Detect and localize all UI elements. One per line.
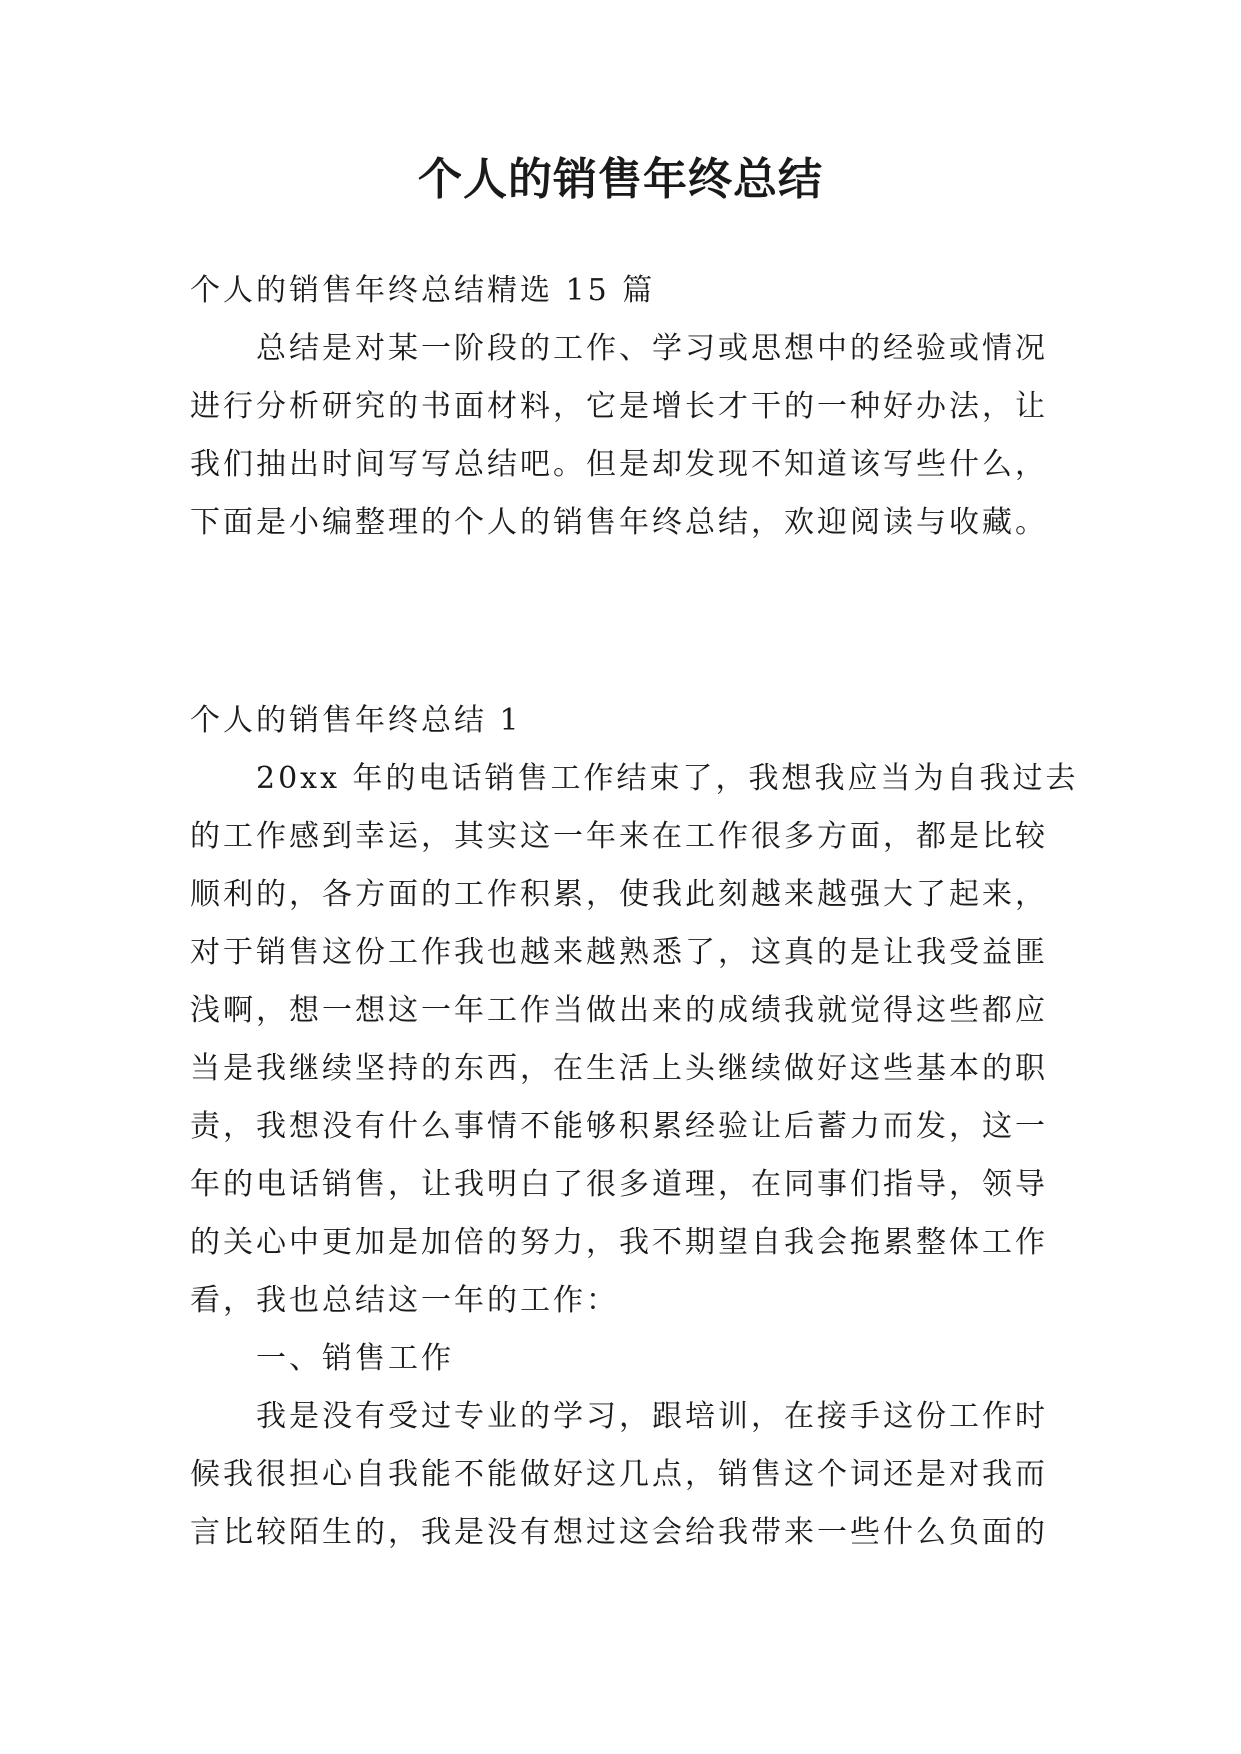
intro-line: 下面是小编整理的个人的销售年终总结，欢迎阅读与收藏。 [190, 505, 1048, 540]
paragraph-line: 候我很担心自我能不能做好这几点，销售这个词还是对我而 [190, 1457, 1048, 1492]
paragraph-line: 我是没有受过专业的学习，跟培训，在接手这份工作时 [256, 1399, 1048, 1434]
intro-heading: 个人的销售年终总结精选 15 篇 [190, 273, 656, 308]
intro-line: 进行分析研究的书面材料，它是增长才干的一种好办法，让 [190, 389, 1048, 424]
section-heading: 个人的销售年终总结 1 [190, 703, 522, 738]
intro-line: 总结是对某一阶段的工作、学习或思想中的经验或情况 [256, 331, 1048, 366]
paragraph-line: 浅啊，想一想这一年工作当做出来的成绩我就觉得这些都应 [190, 993, 1048, 1028]
document-title: 个人的销售年终总结 [418, 154, 823, 205]
paragraph-line: 责，我想没有什么事情不能够积累经验让后蓄力而发，这一 [190, 1109, 1048, 1144]
paragraph-line: 对于销售这份工作我也越来越熟悉了，这真的是让我受益匪 [190, 935, 1048, 970]
paragraph-line: 言比较陌生的，我是没有想过这会给我带来一些什么负面的 [190, 1515, 1048, 1550]
paragraph-line: 的关心中更加是加倍的努力，我不期望自我会拖累整体工作 [190, 1225, 1048, 1260]
intro-section [190, 262, 1070, 552]
paragraph-line: 当是我继续坚持的东西，在生活上头继续做好这些基本的职 [190, 1051, 1048, 1086]
subheading: 一、销售工作 [256, 1341, 454, 1376]
paragraph-line: 年的电话销售，让我明白了很多道理，在同事们指导，领导 [190, 1167, 1048, 1202]
intro-line: 我们抽出时间写写总结吧。但是却发现不知道该写些什么， [190, 447, 1048, 482]
paragraph-line: 的工作感到幸运，其实这一年来在工作很多方面，都是比较 [190, 819, 1048, 854]
paragraph-line: 顺利的，各方面的工作积累，使我此刻越来越强大了起来， [190, 877, 1048, 912]
section-1 [190, 692, 1079, 1562]
paragraph-line: 20xx 年的电话销售工作结束了，我想我应当为自我过去 [256, 761, 1079, 796]
paragraph-line: 看，我也总结这一年的工作： [190, 1283, 619, 1318]
